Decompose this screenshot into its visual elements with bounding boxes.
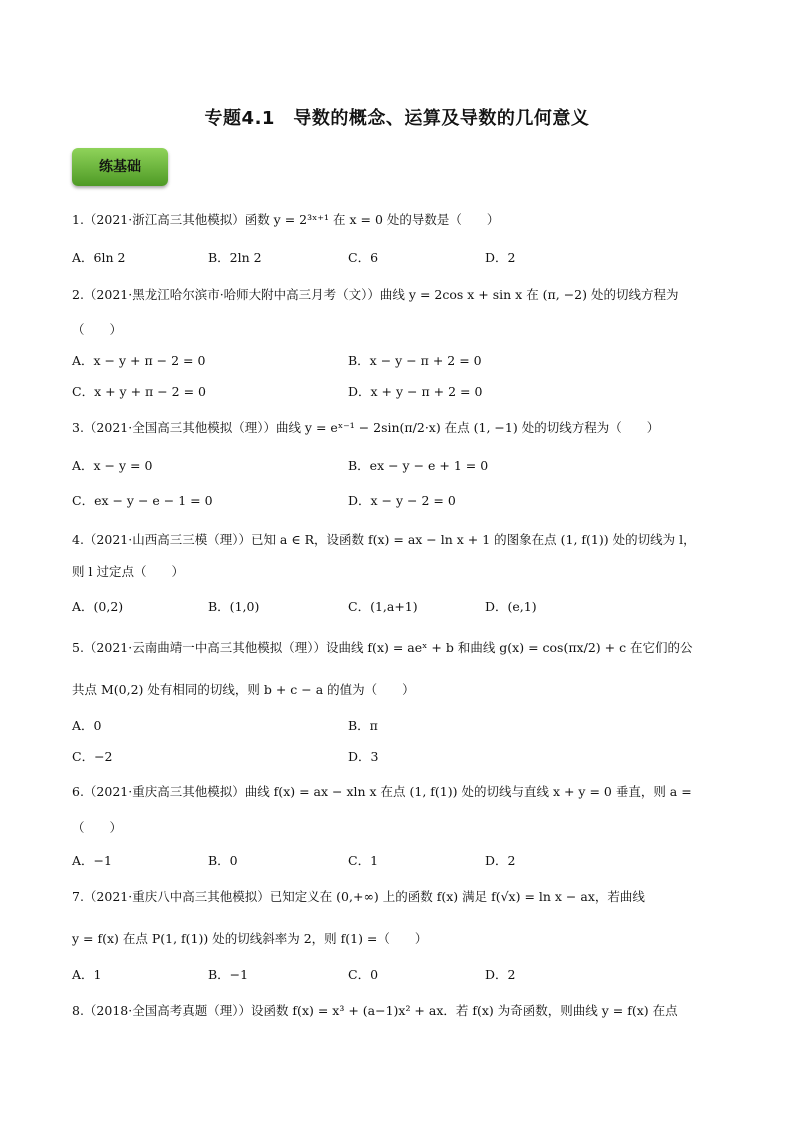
page-title: 专题4.1 导数的概念、运算及导数的几何意义 (204, 108, 590, 129)
question-6-stem: 6.（2021·重庆高三其他模拟）曲线 f(x) = ax − xln x 在点 (1, f(1)) 处的切线与直线 x + y = 0 垂直，则 a = (72, 784, 692, 799)
q7-option-c: C．0 (348, 967, 379, 982)
question-6-stem-cont: （ ） (72, 820, 123, 835)
q3-option-c: C．ex − y − e − 1 = 0 (72, 493, 213, 508)
q3-option-a: A．x − y = 0 (72, 458, 153, 473)
q6-option-a: A．−1 (72, 853, 112, 868)
q2-option-d: D．x + y − π + 2 = 0 (348, 384, 483, 399)
q4-option-a: A．(0,2) (72, 599, 124, 614)
q1-option-d: D．2 (485, 250, 516, 265)
q7-option-a: A．1 (72, 967, 102, 982)
question-2-stem-cont: （ ） (72, 322, 123, 337)
q5-option-c: C．−2 (72, 749, 113, 764)
question-5-stem: 5.（2021·云南曲靖一中高三其他模拟（理））设曲线 f(x) = aeˣ + b 和曲线 g(x) = cos(πx/2) + c 在它们的公 (72, 640, 693, 655)
q2-option-a: A．x − y + π − 2 = 0 (72, 353, 206, 368)
question-3-stem: 3.（2021·全国高三其他模拟（理））曲线 y = eˣ⁻¹ − 2sin(π/2·x) 在点 (1, −1) 处的切线方程为（ ） (72, 420, 660, 435)
q4-option-c: C．(1,a+1) (348, 599, 418, 614)
question-4-stem-cont: 则 l 过定点（ ） (72, 564, 184, 579)
q7-option-d: D．2 (485, 967, 516, 982)
section-badge: 练基础 (72, 148, 168, 186)
q6-option-d: D．2 (485, 853, 516, 868)
q1-option-a: A．6ln 2 (72, 250, 126, 265)
question-2-stem: 2.（2021·黑龙江哈尔滨市·哈师大附中高三月考（文））曲线 y = 2cos x + sin x 在 (π, −2) 处的切线方程为 (72, 287, 679, 302)
question-7-stem: 7.（2021·重庆八中高三其他模拟）已知定义在 (0,+∞) 上的函数 f(x) 满足 f(√x) = ln x − ax，若曲线 (72, 889, 645, 904)
question-5-stem-cont: 共点 M(0,2) 处有相同的切线，则 b + c − a 的值为（ ） (72, 682, 415, 697)
q6-option-c: C．1 (348, 853, 379, 868)
question-1-stem: 1.（2021·浙江高三其他模拟）函数 y = 2³ˣ⁺¹ 在 x = 0 处的导数是（ ） (72, 212, 500, 227)
q5-option-a: A．0 (72, 718, 102, 733)
q1-option-c: C．6 (348, 250, 379, 265)
question-4-stem: 4.（2021·山西高三三模（理））已知 a ∈ R，设函数 f(x) = ax − ln x + 1 的图象在点 (1, f(1)) 处的切线为 l， (72, 532, 696, 547)
question-8-stem: 8.（2018·全国高考真题（理））设函数 f(x) = x³ + (a−1)x² + ax．若 f(x) 为奇函数，则曲线 y = f(x) 在点 (72, 1003, 678, 1018)
q7-option-b: B．−1 (208, 967, 249, 982)
q5-option-b: B．π (348, 718, 378, 733)
q5-option-d: D．3 (348, 749, 379, 764)
q4-option-d: D．(e,1) (485, 599, 537, 614)
question-7-stem-cont: y = f(x) 在点 P(1, f(1)) 处的切线斜率为 2，则 f(1) =（ ） (72, 931, 428, 946)
q2-option-b: B．x − y − π + 2 = 0 (348, 353, 482, 368)
q3-option-b: B．ex − y − e + 1 = 0 (348, 458, 489, 473)
q6-option-b: B．0 (208, 853, 238, 868)
q3-option-d: D．x − y − 2 = 0 (348, 493, 456, 508)
q1-option-b: B．2ln 2 (208, 250, 262, 265)
q4-option-b: B．(1,0) (208, 599, 260, 614)
q2-option-c: C．x + y + π − 2 = 0 (72, 384, 206, 399)
